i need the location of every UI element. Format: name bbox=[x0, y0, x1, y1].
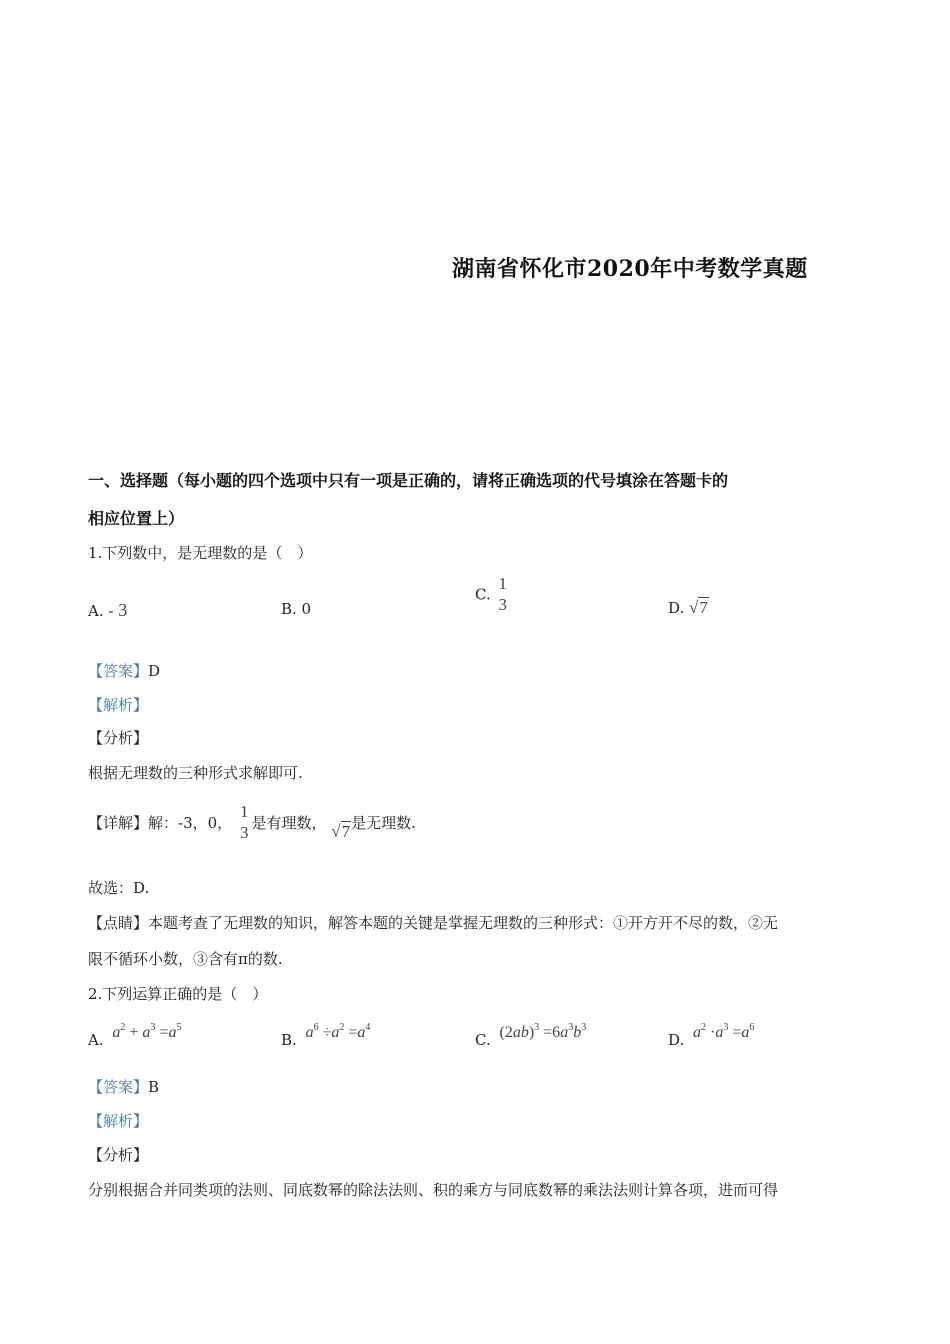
q2-option-d-label: D. bbox=[668, 1031, 685, 1049]
q1-option-d-label: D. bbox=[668, 599, 685, 617]
fraction-numerator: 1 bbox=[237, 802, 252, 823]
detail-radicand: 7 bbox=[341, 821, 351, 841]
q2-analysis-tag: 【解析】 bbox=[88, 1112, 149, 1130]
q1-option-d bbox=[668, 598, 709, 618]
q1-comment-line1 bbox=[88, 912, 778, 933]
q2-option-b bbox=[281, 1022, 371, 1049]
detail-pre: 解：-3，0， bbox=[148, 814, 233, 832]
q2-option-c-label: C. bbox=[475, 1031, 491, 1049]
q1-option-a bbox=[88, 600, 127, 621]
q2-option-c bbox=[475, 1022, 587, 1049]
fraction-denominator: 3 bbox=[239, 823, 249, 842]
q2-option-d-expr: $a^2 \cdot a^3 =a^6$ bbox=[693, 1022, 755, 1041]
q1-answer-value: D bbox=[148, 662, 161, 680]
q2-option-b-label: B. bbox=[281, 1031, 297, 1049]
sqrt-icon: √7 bbox=[331, 821, 351, 841]
comment-tag: 【点睛】 bbox=[88, 914, 149, 932]
q2-answer bbox=[88, 1076, 159, 1097]
sqrt-icon: √7 bbox=[689, 598, 708, 617]
q1-option-c-label: C. bbox=[475, 585, 491, 604]
answer-tag: 【答案】 bbox=[88, 1078, 149, 1096]
q1-option-b: B. 0 bbox=[281, 600, 312, 618]
q1-option-d-radicand: 7 bbox=[699, 598, 708, 617]
q2-option-a bbox=[88, 1022, 182, 1049]
q1-stem: 1.下列数中，是无理数的是（ ） bbox=[88, 544, 313, 562]
detail-fraction bbox=[237, 802, 252, 843]
q1-option-c bbox=[475, 574, 510, 615]
detail-mid: 是有理数， bbox=[251, 814, 327, 832]
comment-text: 本题考查了无理数的知识，解答本题的关键是掌握无理数的三种形式：①开方开不尽的数，②无 bbox=[148, 914, 779, 932]
q2-fenxi-tag: 【分析】 bbox=[88, 1146, 149, 1164]
detail-tag: 【详解】 bbox=[88, 814, 149, 832]
q1-option-a-value: 3 bbox=[118, 600, 128, 620]
section-heading-line1: 一、选择题（每小题的四个选项中只有一项是正确的，请将正确选项的代号填涂在答题卡的 bbox=[88, 471, 729, 490]
q2-answer-value: B bbox=[148, 1078, 160, 1096]
q1-fenxi-text: 根据无理数的三种形式求解即可. bbox=[88, 764, 303, 782]
q1-detail bbox=[88, 802, 416, 843]
answer-tag: 【答案】 bbox=[88, 662, 149, 680]
page-title: 湖南省怀化市2020年中考数学真题 bbox=[452, 256, 808, 282]
q2-option-b-expr: $a^6 \div a^2 =a^4$ bbox=[305, 1022, 371, 1041]
q2-option-a-label: A. bbox=[88, 1031, 104, 1049]
q1-comment-line2: 限不循环小数，③含有π的数. bbox=[88, 950, 283, 968]
q1-choose: 故选：D. bbox=[88, 879, 150, 897]
q1-option-c-fraction bbox=[496, 574, 511, 615]
q2-option-a-expr: $a^2 + a^3 =a^5$ bbox=[112, 1022, 182, 1041]
fraction-denominator: 3 bbox=[498, 595, 507, 614]
q2-fenxi-text: 分别根据合并同类项的法则、同底数幂的除法法则、积的乘方与同底数幂的乘法法则计算各项，进而可得 bbox=[88, 1181, 779, 1199]
q2-stem: 2.下列运算正确的是（ ） bbox=[88, 985, 268, 1003]
section-heading-line2: 相应位置上） bbox=[88, 509, 185, 528]
q2-option-d bbox=[668, 1022, 755, 1049]
q1-fenxi-tag: 【分析】 bbox=[88, 729, 149, 747]
q1-answer bbox=[88, 660, 160, 681]
fraction-numerator: 1 bbox=[496, 574, 511, 595]
detail-post: 是无理数. bbox=[351, 814, 416, 832]
q1-analysis-tag: 【解析】 bbox=[88, 696, 149, 714]
q2-option-c-expr: $(2ab)^3 =6a^3b^3$ bbox=[499, 1022, 587, 1041]
q1-option-a-label: A. - bbox=[88, 602, 114, 620]
